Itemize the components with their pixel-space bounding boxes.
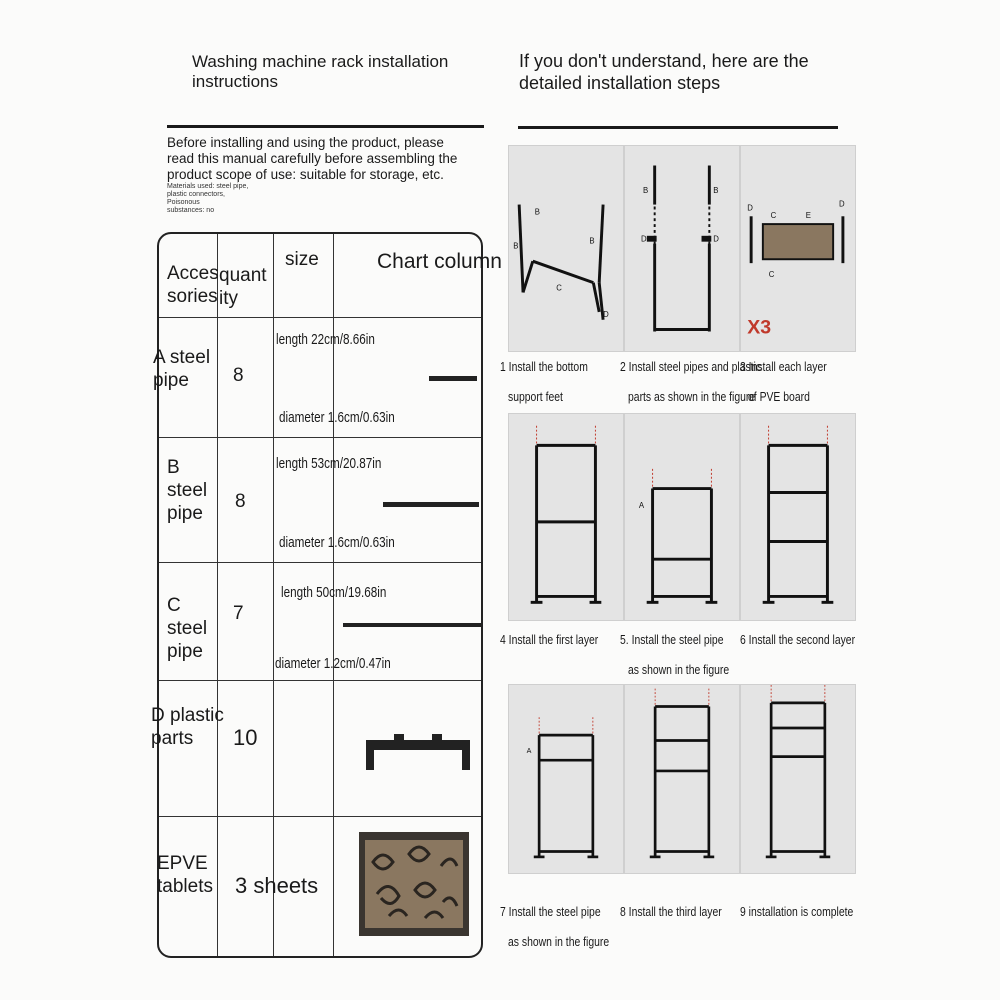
step-6-image — [740, 413, 856, 621]
svg-text:D: D — [713, 234, 719, 244]
intro-materials: Materials used: steel pipe, — [167, 183, 249, 190]
step-1-image — [508, 145, 624, 352]
step-caption-line: 5. Install the steel pipe — [620, 632, 724, 647]
step-caption-line: 7 Install the steel pipe — [500, 904, 601, 919]
svg-text:D: D — [747, 203, 753, 213]
step-9-caption — [740, 897, 853, 927]
step-2-image — [624, 145, 740, 352]
step-caption-line: 9 installation is complete — [740, 904, 854, 919]
svg-text:D: D — [641, 234, 647, 244]
intro-connectors: plastic connectors, — [167, 191, 225, 198]
svg-text:B: B — [642, 185, 649, 195]
svg-text:D: D — [603, 309, 609, 319]
step-caption-line: support feet — [508, 389, 563, 404]
svg-text:B: B — [513, 241, 519, 251]
step-caption-line: of PVE board — [748, 389, 810, 404]
row-a-name: A steel pipe — [153, 347, 211, 391]
row-a-diameter: diameter 1.6cm/0.63in — [279, 409, 395, 426]
table-row-divider — [159, 317, 481, 318]
step-3-caption — [740, 352, 827, 412]
svg-text:B: B — [713, 185, 719, 195]
header-accessories: Acces sories — [167, 263, 219, 307]
step-caption-line: as shown in the figure — [628, 662, 730, 677]
row-c-name: C steel pipe — [167, 595, 208, 662]
row-e-name: EPVE tablets — [157, 853, 213, 897]
step-caption-line: 2 Install steel pipes and plastic — [620, 359, 762, 374]
row-b-diameter: diameter 1.6cm/0.63in — [279, 534, 395, 551]
step-4-caption — [500, 625, 598, 655]
step-7-caption — [500, 897, 609, 957]
intro-substances: substances: no — [167, 207, 215, 214]
pipe-b-illustration — [383, 502, 479, 507]
row-c-diameter: diameter 1.2cm/0.47in — [275, 655, 391, 672]
table-col-divider — [217, 234, 218, 956]
intro-line-1: Before installing and using the product, please — [167, 135, 444, 150]
row-c-length: length 50cm/19.68in — [281, 584, 387, 601]
step-6-caption — [740, 625, 855, 655]
step-4-image — [508, 413, 624, 621]
row-d-name: D plastic parts — [151, 705, 224, 749]
svg-text:E: E — [805, 211, 812, 221]
intro-text — [167, 135, 457, 215]
row-b-length: length 53cm/20.87in — [276, 455, 382, 472]
step-5-caption — [620, 625, 729, 685]
step-caption-line: 1 Install the bottom — [500, 359, 588, 374]
header-chart-column: Chart column — [377, 250, 502, 273]
plastic-part-illustration — [364, 734, 474, 774]
row-a-qty: 8 — [233, 365, 244, 386]
svg-text:A: A — [638, 501, 645, 511]
step-7-image — [508, 684, 624, 874]
svg-text:C: C — [556, 283, 562, 293]
intro-poisonous: Poisonous — [167, 199, 200, 206]
intro-line-3: product scope of use: suitable for storage, etc. — [167, 167, 444, 182]
step-9-image — [740, 684, 856, 874]
svg-text:B: B — [534, 207, 540, 217]
svg-text:B: B — [589, 236, 595, 246]
step-caption-line: 3 Install each layer — [740, 359, 827, 374]
intro-line-2: read this manual carefully before assembling the — [167, 151, 458, 166]
svg-text:C: C — [770, 211, 777, 221]
accessories-table — [151, 232, 502, 958]
pve-board-illustration — [359, 832, 469, 936]
svg-text:D: D — [839, 199, 845, 209]
step-3-image — [740, 145, 856, 352]
left-title-rule — [167, 125, 484, 128]
right-title-rule — [518, 126, 838, 129]
step-caption-line: as shown in the figure — [508, 934, 610, 949]
row-a-length: length 22cm/8.66in — [276, 331, 375, 348]
pipe-a-illustration — [429, 376, 477, 381]
svg-text:X3: X3 — [747, 316, 772, 339]
table-col-divider — [273, 234, 274, 956]
step-caption-line: 6 Install the second layer — [740, 632, 856, 647]
table-row-divider — [159, 437, 481, 438]
pipe-c-illustration — [343, 623, 481, 627]
left-title: Washing machine rack installation instructions — [192, 52, 449, 91]
row-c-qty: 7 — [233, 603, 244, 624]
step-8-image — [624, 684, 740, 874]
row-d-qty: 10 — [233, 725, 258, 750]
right-title: If you don't understand, here are the detailed installation steps — [519, 51, 809, 93]
step-caption-line: 8 Install the third layer — [620, 904, 722, 919]
svg-text:A: A — [526, 747, 532, 756]
step-caption-line: parts as shown in the figure — [628, 389, 756, 404]
table-row-divider — [159, 562, 481, 563]
header-quantity: quant ity — [219, 265, 267, 309]
step-5-image — [624, 413, 740, 621]
row-e-qty: 3 sheets — [235, 873, 319, 898]
table-row-divider — [159, 680, 481, 681]
step-caption-line: 4 Install the first layer — [500, 632, 599, 647]
step-1-caption — [500, 352, 588, 412]
svg-text:C: C — [768, 269, 775, 279]
row-b-name: B steel pipe — [167, 457, 208, 524]
header-size: size — [285, 249, 319, 270]
step-8-caption — [620, 897, 722, 927]
row-b-qty: 8 — [235, 491, 246, 512]
table-row-divider — [159, 816, 481, 817]
